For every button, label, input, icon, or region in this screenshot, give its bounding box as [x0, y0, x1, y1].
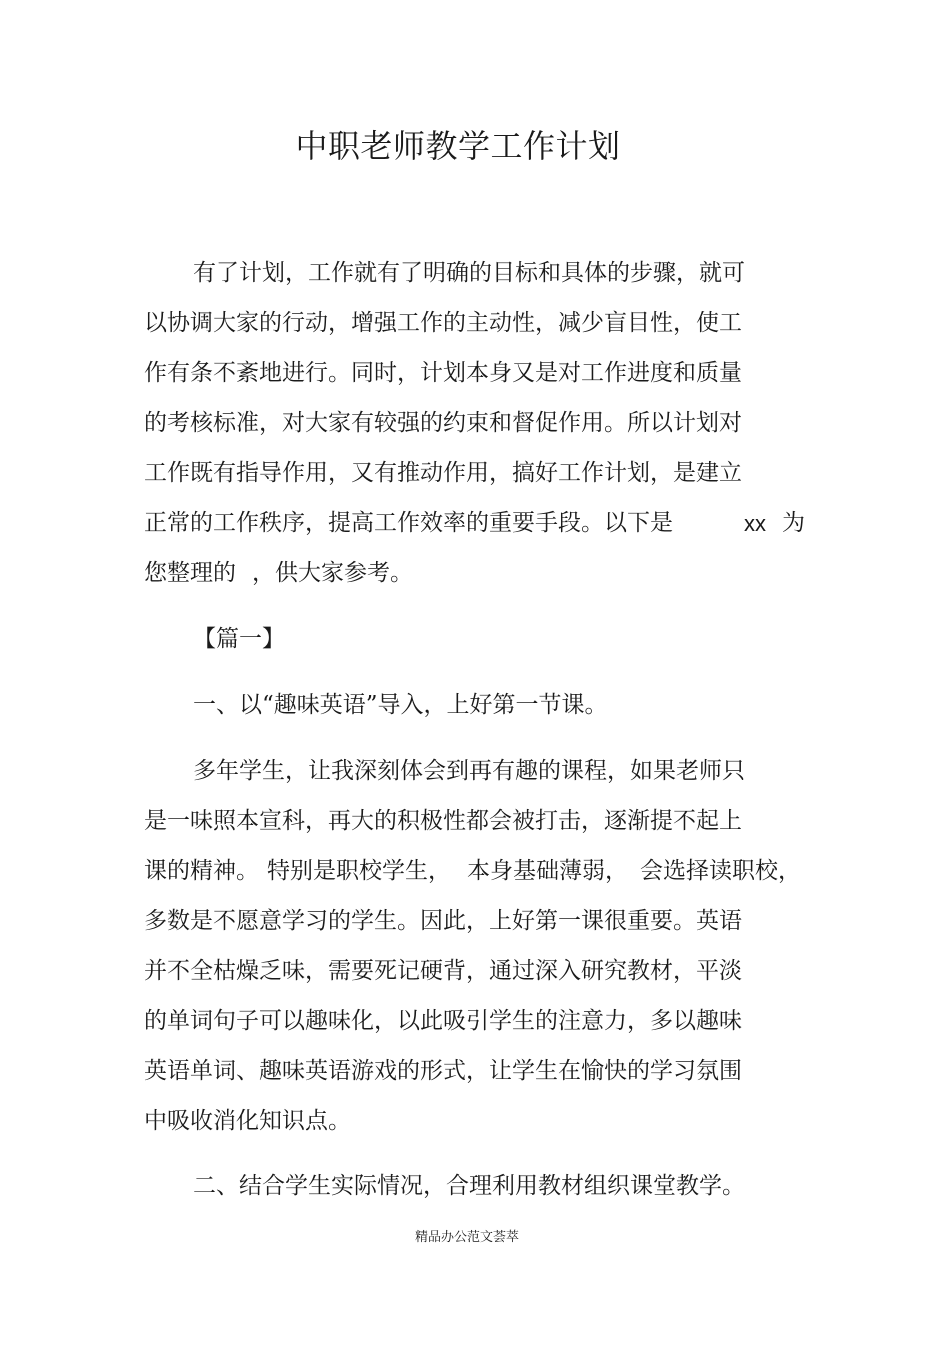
intro-line-4: 的考核标准，对大家有较强的约束和督促作用。所以计划对	[144, 410, 742, 436]
para1-line-3-d: 会选择读职校，	[640, 858, 801, 884]
intro-line-7-start: 您整理的	[144, 560, 236, 586]
para1-line-4: 多数是不愿意学习的学生。因此，上好第一课很重要。英语	[144, 908, 742, 934]
intro-line-6-start: 正常的工作秩序，提高工作效率的重要手段。以下是	[144, 510, 673, 536]
heading-1: 一、以“趣味英语”导入，上好第一节课。	[193, 692, 608, 718]
section-label: 【篇一】	[193, 626, 285, 652]
intro-placeholder-xx: xx	[744, 511, 766, 536]
para1-line-6: 的单词句子可以趣味化，以此吸引学生的注意力，多以趣味	[144, 1008, 742, 1034]
para1-line-3-b: 特别是职校学生，	[267, 858, 451, 884]
heading-2: 二、结合学生实际情况，合理利用教材组织课堂教学。	[193, 1173, 745, 1199]
para1-line-2: 是一味照本宣科，再大的积极性都会被打击，逐渐提不起上	[144, 808, 742, 834]
para1-line-8: 中吸收消化知识点。	[144, 1108, 351, 1134]
intro-line-1: 有了计划，工作就有了明确的目标和具体的步骤，就可	[193, 260, 745, 286]
intro-line-7-end: ，供大家参考。	[252, 560, 413, 586]
para1-line-5: 并不全枯燥乏味，需要死记硬背，通过深入研究教材，平淡	[144, 958, 742, 984]
intro-line-5: 工作既有指导作用，又有推动作用，搞好工作计划，是建立	[144, 460, 742, 486]
document-title: 中职老师教学工作计划	[295, 127, 621, 165]
para1-line-3-c: 本身基础薄弱，	[467, 858, 628, 884]
intro-line-3: 作有条不紊地进行。同时，计划本身又是对工作进度和质量	[144, 360, 742, 386]
para1-line-7: 英语单词、趣味英语游戏的形式，让学生在愉快的学习氛围	[144, 1058, 742, 1084]
intro-line-6-end: 为	[782, 510, 805, 536]
intro-line-2: 以协调大家的行动，增强工作的主动性，减少盲目性，使工	[144, 310, 742, 336]
para1-line-3-a: 课的精神。	[144, 858, 259, 884]
page-footer: 精品办公范文荟萃	[414, 1230, 519, 1245]
para1-line-1: 多年学生，让我深刻体会到再有趣的课程，如果老师只	[193, 758, 745, 784]
